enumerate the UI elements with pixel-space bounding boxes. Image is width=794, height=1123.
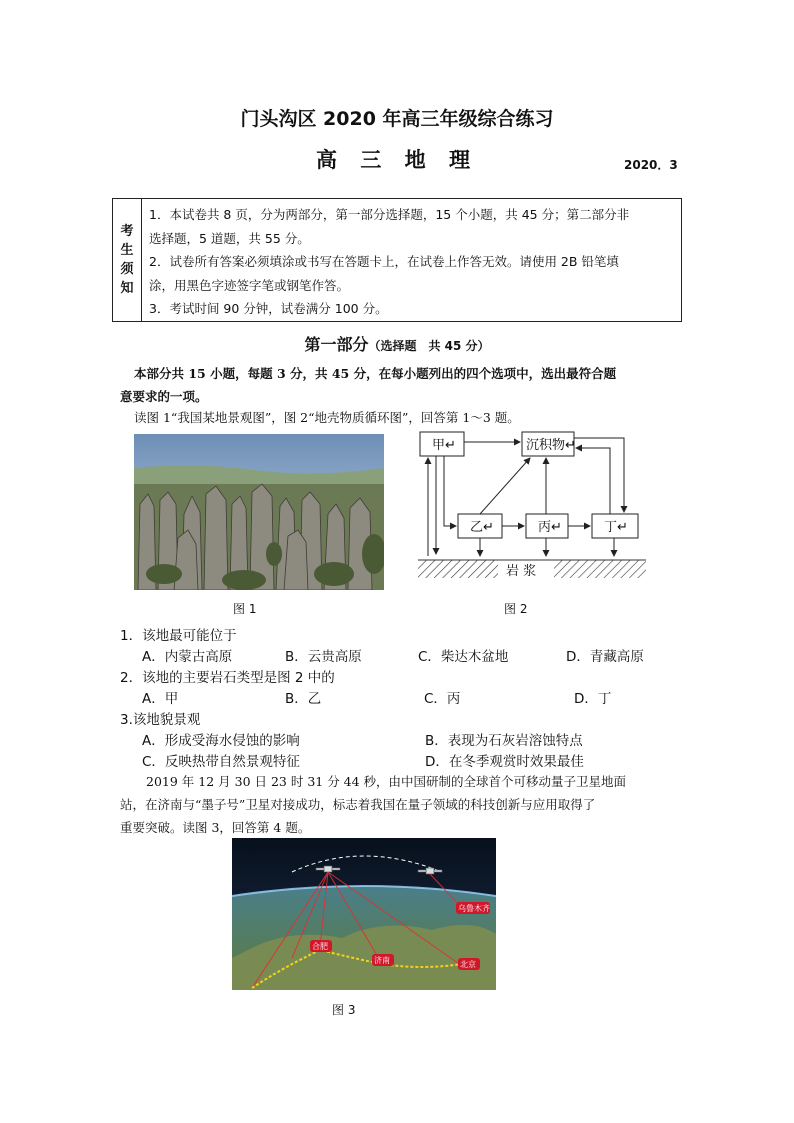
notice-label: [113, 199, 142, 321]
part1-instruction: 本部分共 15 小题，每题 3 分，共 45 分，在每小题列出的四个选项中，选出最符合题: [134, 366, 617, 381]
passage-line: 2019 年 12 月 30 日 23 时 31 分 44 秒，由中国研制的全球首个可移动量子卫星地面: [146, 774, 627, 789]
figure3-satellite-map: [232, 838, 496, 990]
part1-subtitle: （选择题 共 45 分）: [368, 339, 490, 353]
figure1-karst-photo: [134, 434, 384, 590]
question-option: D．在冬季观赏时效果最佳: [425, 754, 584, 770]
question-option: A．内蒙古高原: [142, 649, 233, 665]
node-jia: 甲↵: [432, 438, 456, 453]
node-magma: 岩 浆: [506, 564, 537, 579]
notice-line: 1．本试卷共 8 页，分为两部分，第一部分选择题，15 个小题，共 45 分；第二部分非: [149, 207, 630, 222]
city-jinan: 济南: [374, 956, 390, 965]
figure1-caption: 图 1: [233, 602, 257, 616]
subject-title: 高 三 地 理: [316, 148, 478, 172]
question-option: C．柴达木盆地: [418, 649, 509, 665]
node-bing: 丙↵: [538, 520, 562, 535]
passage-line: 站，在济南与“墨子号”卫星对接成功，标志着我国在量子领域的科技创新与应用取得了: [120, 797, 596, 812]
notice-line: 涂，用黑色字迹签字笔或钢笔作答。: [149, 277, 350, 293]
figure2-caption: 图 2: [504, 602, 528, 616]
exam-date: 2020．3: [624, 158, 678, 172]
figure2-rock-cycle-diagram: [414, 428, 650, 582]
figure3-caption: 图 3: [332, 1003, 356, 1017]
exam-title: 门头沟区 2020 年高三年级综合练习: [240, 108, 554, 130]
question-option: B．表现为石灰岩溶蚀特点: [425, 733, 583, 749]
passage-line: 重要突破。读图 3，回答第 4 题。: [120, 820, 311, 835]
notice-line: 3．考试时间 90 分钟，试卷满分 100 分。: [149, 301, 388, 316]
part1-heading: [0, 332, 794, 355]
notice-box: [112, 198, 682, 322]
notice-line: 2．试卷所有答案必须填涂或书写在答题卡上，在试卷上作答无效。请使用 2B 铅笔填: [149, 254, 619, 269]
notice-body: [149, 203, 677, 321]
question-option: A．甲: [142, 691, 179, 707]
node-ding: 丁↵: [604, 520, 628, 535]
question-option: A．形成受海水侵蚀的影响: [142, 733, 300, 749]
part1-instruction: 意要求的一项。: [120, 389, 208, 404]
question-option: D．丁: [574, 691, 612, 707]
city-beijing: 北京: [460, 960, 476, 969]
notice-label-char: 生: [120, 243, 134, 258]
part1-intro: 读图 1“我国某地景观图”，图 2“地壳物质循环图”，回答第 1～3 题。: [134, 410, 520, 425]
question-stem: 1．该地最可能位于: [120, 628, 237, 644]
node-sediment: 沉积物↵: [526, 438, 576, 453]
question-option: C．反映热带自然景观特征: [142, 754, 300, 770]
notice-label-char: 须: [120, 262, 134, 277]
city-hefei: 合肥: [312, 942, 328, 951]
notice-label-char: 考: [120, 224, 134, 239]
question-option: C．丙: [424, 691, 461, 707]
city-urumqi: 乌鲁木齐: [458, 904, 490, 913]
node-yi: 乙↵: [470, 520, 494, 535]
question-option: D．青藏高原: [566, 649, 644, 665]
question-stem: 3.该地貌景观: [120, 712, 201, 728]
notice-line: 选择题，5 道题，共 55 分。: [149, 230, 310, 246]
part1-title: 第一部分: [304, 335, 369, 354]
question-option: B．云贵高原: [285, 649, 362, 665]
notice-label-char: 知: [120, 281, 134, 296]
question-option: B．乙: [285, 691, 322, 707]
question-stem: 2．该地的主要岩石类型是图 2 中的: [120, 670, 335, 686]
